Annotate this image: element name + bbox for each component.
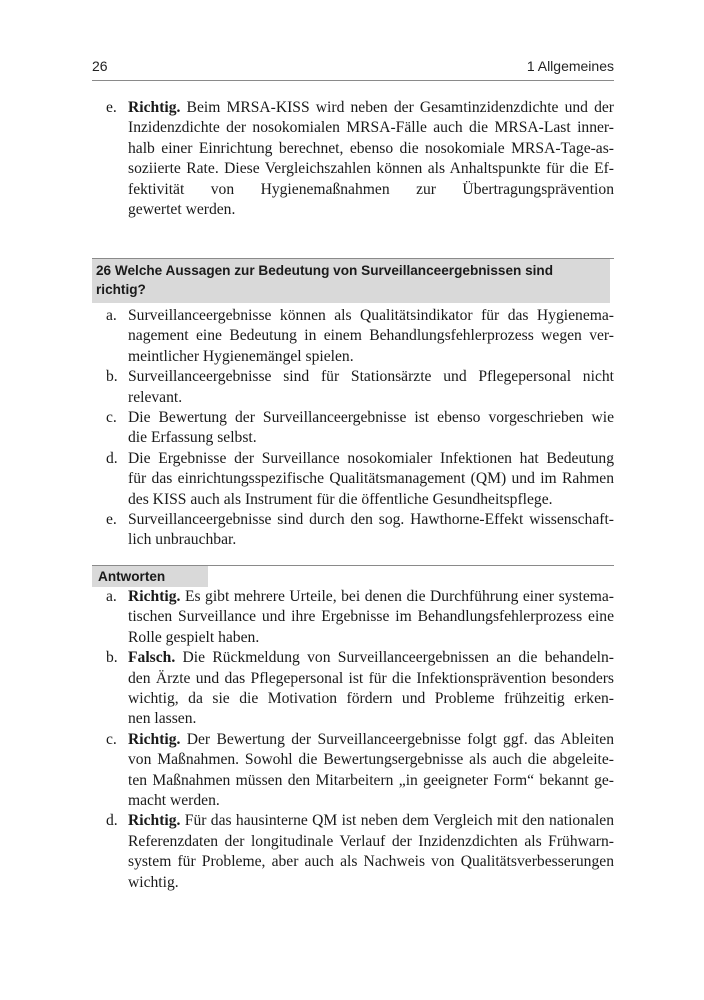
question-header [92, 258, 614, 303]
line: Richtig. Beim MRSA-KISS wird neben der Gesamtinzidenzdichte und der [128, 99, 614, 116]
answers-title: Antworten [92, 566, 208, 587]
line: relevant. [128, 388, 183, 406]
line: Rolle gespielt haben. [128, 628, 260, 646]
chapter-title: 1 Allgemeines [526, 58, 614, 74]
item-letter: a. [106, 307, 117, 324]
line: Richtig. Der Bewertung der Surveillanceergebnisse folgt ggf. das Ableiten [128, 730, 614, 748]
option-a [92, 306, 614, 367]
line: wichtig. [128, 873, 179, 891]
item-letter: d. [106, 449, 118, 467]
option-e [92, 510, 614, 551]
item-letter: c. [106, 730, 117, 748]
line: Falsch. Die Rückmeldung von Surveillanceergebnissen an die behandeln- [128, 649, 614, 667]
line: die Erfassung selbst. [128, 429, 257, 447]
page-number: 26 [92, 58, 108, 74]
line: wichtig, da sie die Motivation fördern und Probleme frühzeitig erken- [128, 690, 614, 708]
item-letter: a. [106, 588, 117, 605]
line: tischen Surveillance und ihre Ergebnisse im Behandlungsfehlerprozess eine [128, 608, 614, 626]
question-options [92, 306, 614, 551]
answer-a [92, 587, 614, 648]
line: Die Bewertung der Surveillanceergebnisse ist ebenso vorgeschrieben wie [128, 409, 614, 427]
header-rule [92, 80, 614, 81]
line: gewertet werden. [128, 201, 236, 219]
question-title: 26 Welche Aussagen zur Bedeutung von Surveillanceergebnissen sind richtig? [92, 259, 610, 303]
line: halb einer Einrichtung berechnet, ebenso die nosokomiale MRSA-Tage-as- [128, 139, 614, 157]
line: Richtig. Es gibt mehrere Urteile, bei denen die Durchführung einer systema- [128, 588, 614, 605]
line: Referenzdaten der longitudinale Verlauf der Inzidenzdichten als Frühwarn- [128, 832, 614, 850]
answers-list [92, 587, 614, 893]
line: von Maßnahmen. Sowohl die Bewertungsergebnisse als auch die abgeleite- [128, 751, 614, 769]
line: Richtig. Für das hausinterne QM ist neben dem Vergleich mit den nationalen [128, 812, 614, 830]
line: den Ärzte und das Pflegepersonal ist für die Infektionsprävention besonders [128, 669, 614, 687]
verdict: Richtig. [128, 730, 181, 748]
line: lich unbrauchbar. [128, 531, 237, 549]
answer-b [92, 648, 614, 730]
item-letter: e. [106, 99, 117, 116]
answer-c [92, 730, 614, 812]
verdict: Richtig. [128, 588, 181, 605]
previous-answer-e [92, 98, 614, 220]
line: macht werden. [128, 792, 220, 810]
line: Surveillanceergebnisse sind durch den sog. Hawthorne-Effekt wissenschaft- [128, 511, 614, 529]
item-letter: e. [106, 511, 117, 529]
line: Surveillanceergebnisse sind für Stationsärzte und Pflegepersonal nicht [128, 368, 614, 386]
verdict: Richtig. [128, 812, 181, 830]
answers-header [92, 565, 614, 587]
item-letter: b. [106, 368, 118, 386]
line: des KISS auch als Instrument für die öffentliche Gesundheitspflege. [128, 490, 553, 508]
line: meintlicher Hygienemängel spielen. [128, 347, 354, 365]
line: soziierte Rate. Diese Vergleichszahlen können als Anhaltspunkte für die Ef- [128, 160, 614, 178]
verdict: Richtig. [128, 99, 181, 116]
option-d [92, 449, 614, 510]
line: ten Maßnahmen müssen den Mitarbeitern „in geeigneter Form“ bekannt ge- [128, 771, 614, 789]
line: system für Probleme, aber auch als Nachweis von Qualitätsverbesserungen [128, 853, 614, 871]
line: fektivität von Hygienemaßnahmen zur Übertragungsprävention [128, 180, 614, 198]
item-letter: b. [106, 649, 118, 667]
answer-d [92, 811, 614, 893]
line: für das einrichtungsspezifische Qualitätsmanagement (QM) und im Rahmen [128, 470, 614, 488]
item-letter: d. [106, 812, 118, 830]
line: nagement eine Bedeutung in einem Behandlungsfehlerprozess wegen ver- [128, 327, 614, 345]
line: nen lassen. [128, 710, 197, 728]
option-c [92, 408, 614, 449]
line: Inzidenzdichte der nosokomialen MRSA-Fälle auch die MRSA-Last inner- [128, 119, 614, 137]
verdict: Falsch. [128, 649, 176, 667]
option-b [92, 367, 614, 408]
item-letter: c. [106, 409, 117, 427]
previous-answer-block [92, 98, 614, 220]
line: Surveillanceergebnisse können als Qualitätsindikator für das Hygienema- [128, 307, 614, 324]
line: Die Ergebnisse der Surveillance nosokomialer Infektionen hat Bedeutung [128, 449, 614, 467]
